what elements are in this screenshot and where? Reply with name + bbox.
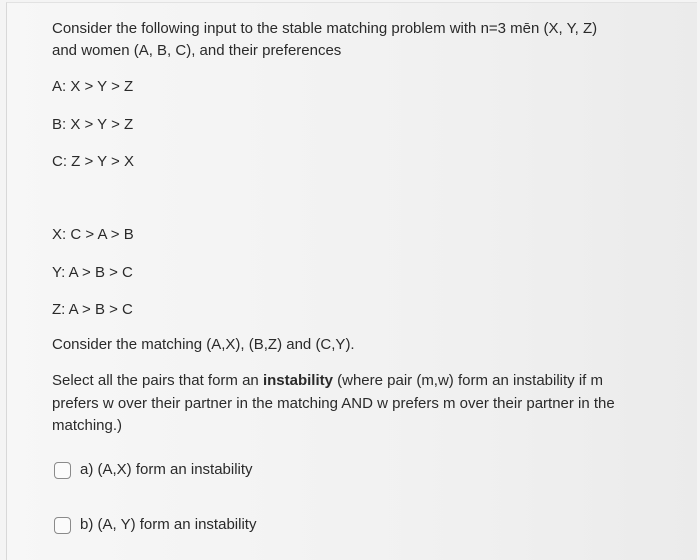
question-suffix: (where pair (m,w) form an instability if m prefers w over their partner in the matching AND w prefers m over their partner in the matching.) — [52, 372, 615, 434]
question-text — [52, 370, 632, 438]
option-a[interactable] — [54, 459, 253, 481]
question-bold-term: instability — [262, 372, 333, 389]
option-b-label: b) (A, Y) form an instability — [80, 516, 257, 533]
option-b[interactable] — [54, 514, 256, 536]
matching-statement: Consider the matching (A,X), (B,Z) and (C,Y). — [52, 336, 355, 353]
option-a-label: a) (A,X) form an instability — [80, 461, 253, 478]
preference-b: B: X > Y > Z — [52, 116, 134, 133]
preference-a: A: X > Y > Z — [52, 78, 134, 95]
intro-line-2: and women (A, B, C), and their preferences — [52, 42, 342, 59]
preference-c: C: Z > Y > X — [52, 153, 134, 170]
preference-x: X: C > A > B — [52, 226, 134, 243]
option-a-checkbox[interactable] — [54, 462, 71, 479]
option-b-checkbox[interactable] — [54, 517, 71, 534]
preference-z: Z: A > B > C — [52, 301, 133, 318]
question-prefix: Select all the pairs that form an — [52, 372, 263, 389]
intro-line-1: Consider the following input to the stable matching problem with n=3 mēn (X, Y, Z) — [52, 20, 598, 37]
preference-y: Y: A > B > C — [52, 264, 133, 281]
problem-intro — [52, 18, 597, 62]
